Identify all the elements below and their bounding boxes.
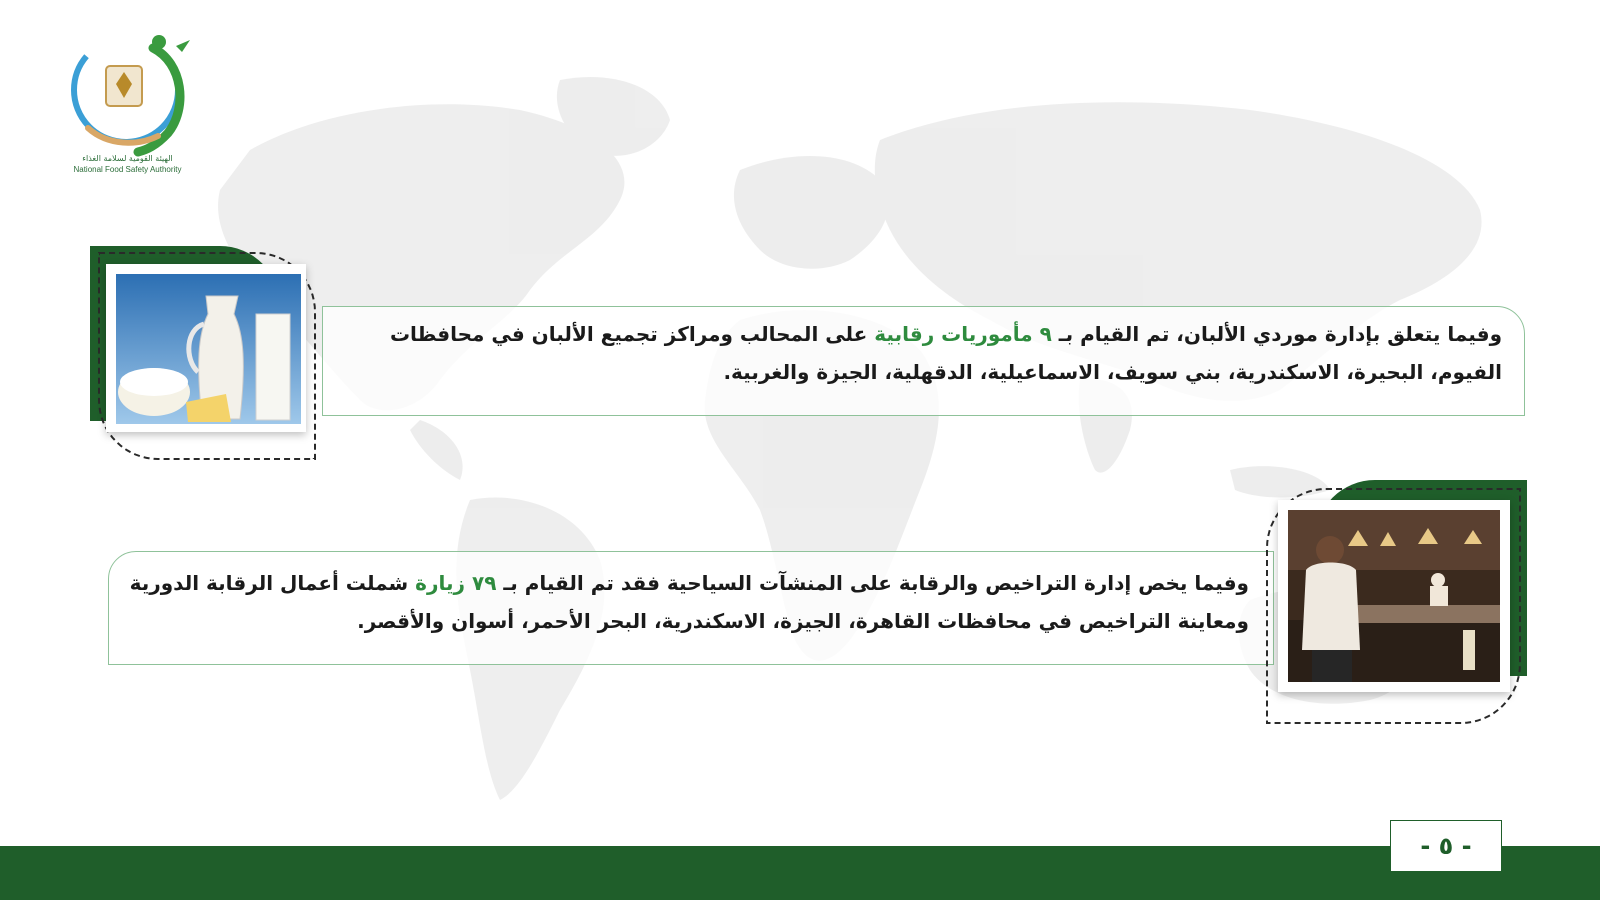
dairy-inspection-text: وفيما يتعلق بإدارة موردي الألبان، تم القيام بـ ٩ مأموريات رقابية على المحالب ومراكز تجميع الألبان في محافظات الفيوم، البحيرة، الاسكندرية، بني سويف، الاسماعيلية، الدقهلية، الجيزة والغربية. xyxy=(389,322,1502,384)
dairy-products-photo xyxy=(116,274,301,424)
kitchen-photo-frame xyxy=(1260,478,1535,728)
kitchen-photo-card xyxy=(1278,500,1510,692)
dairy-missions-highlight: ٩ مأموريات رقابية xyxy=(874,322,1052,346)
tourism-visits-highlight: ٧٩ زيارة xyxy=(415,571,497,595)
footer-bar xyxy=(0,846,1600,900)
tourism-inspection-text: وفيما يخص إدارة التراخيص والرقابة على المنشآت السياحية فقد تم القيام بـ ٧٩ زيارة شملت أعمال الرقابة الدورية ومعاينة التراخيص في محافظات القاهرة، الجيزة، الاسكندرية، البحر الأحمر، أسوان والأقصر. xyxy=(129,571,1249,633)
logo-arabic-name: الهيئة القومية لسلامة الغذاء xyxy=(82,154,173,163)
svg-text:NFSA: NFSA xyxy=(153,86,176,120)
restaurant-kitchen-photo xyxy=(1288,510,1500,682)
dairy-inspection-panel xyxy=(322,306,1525,416)
dairy-photo-card xyxy=(106,264,306,432)
logo-english-name: National Food Safety Authority xyxy=(73,165,182,174)
dairy-photo-frame xyxy=(88,244,328,464)
tourism-inspection-panel xyxy=(108,551,1274,665)
page-number: - ٥ - xyxy=(1390,820,1502,872)
